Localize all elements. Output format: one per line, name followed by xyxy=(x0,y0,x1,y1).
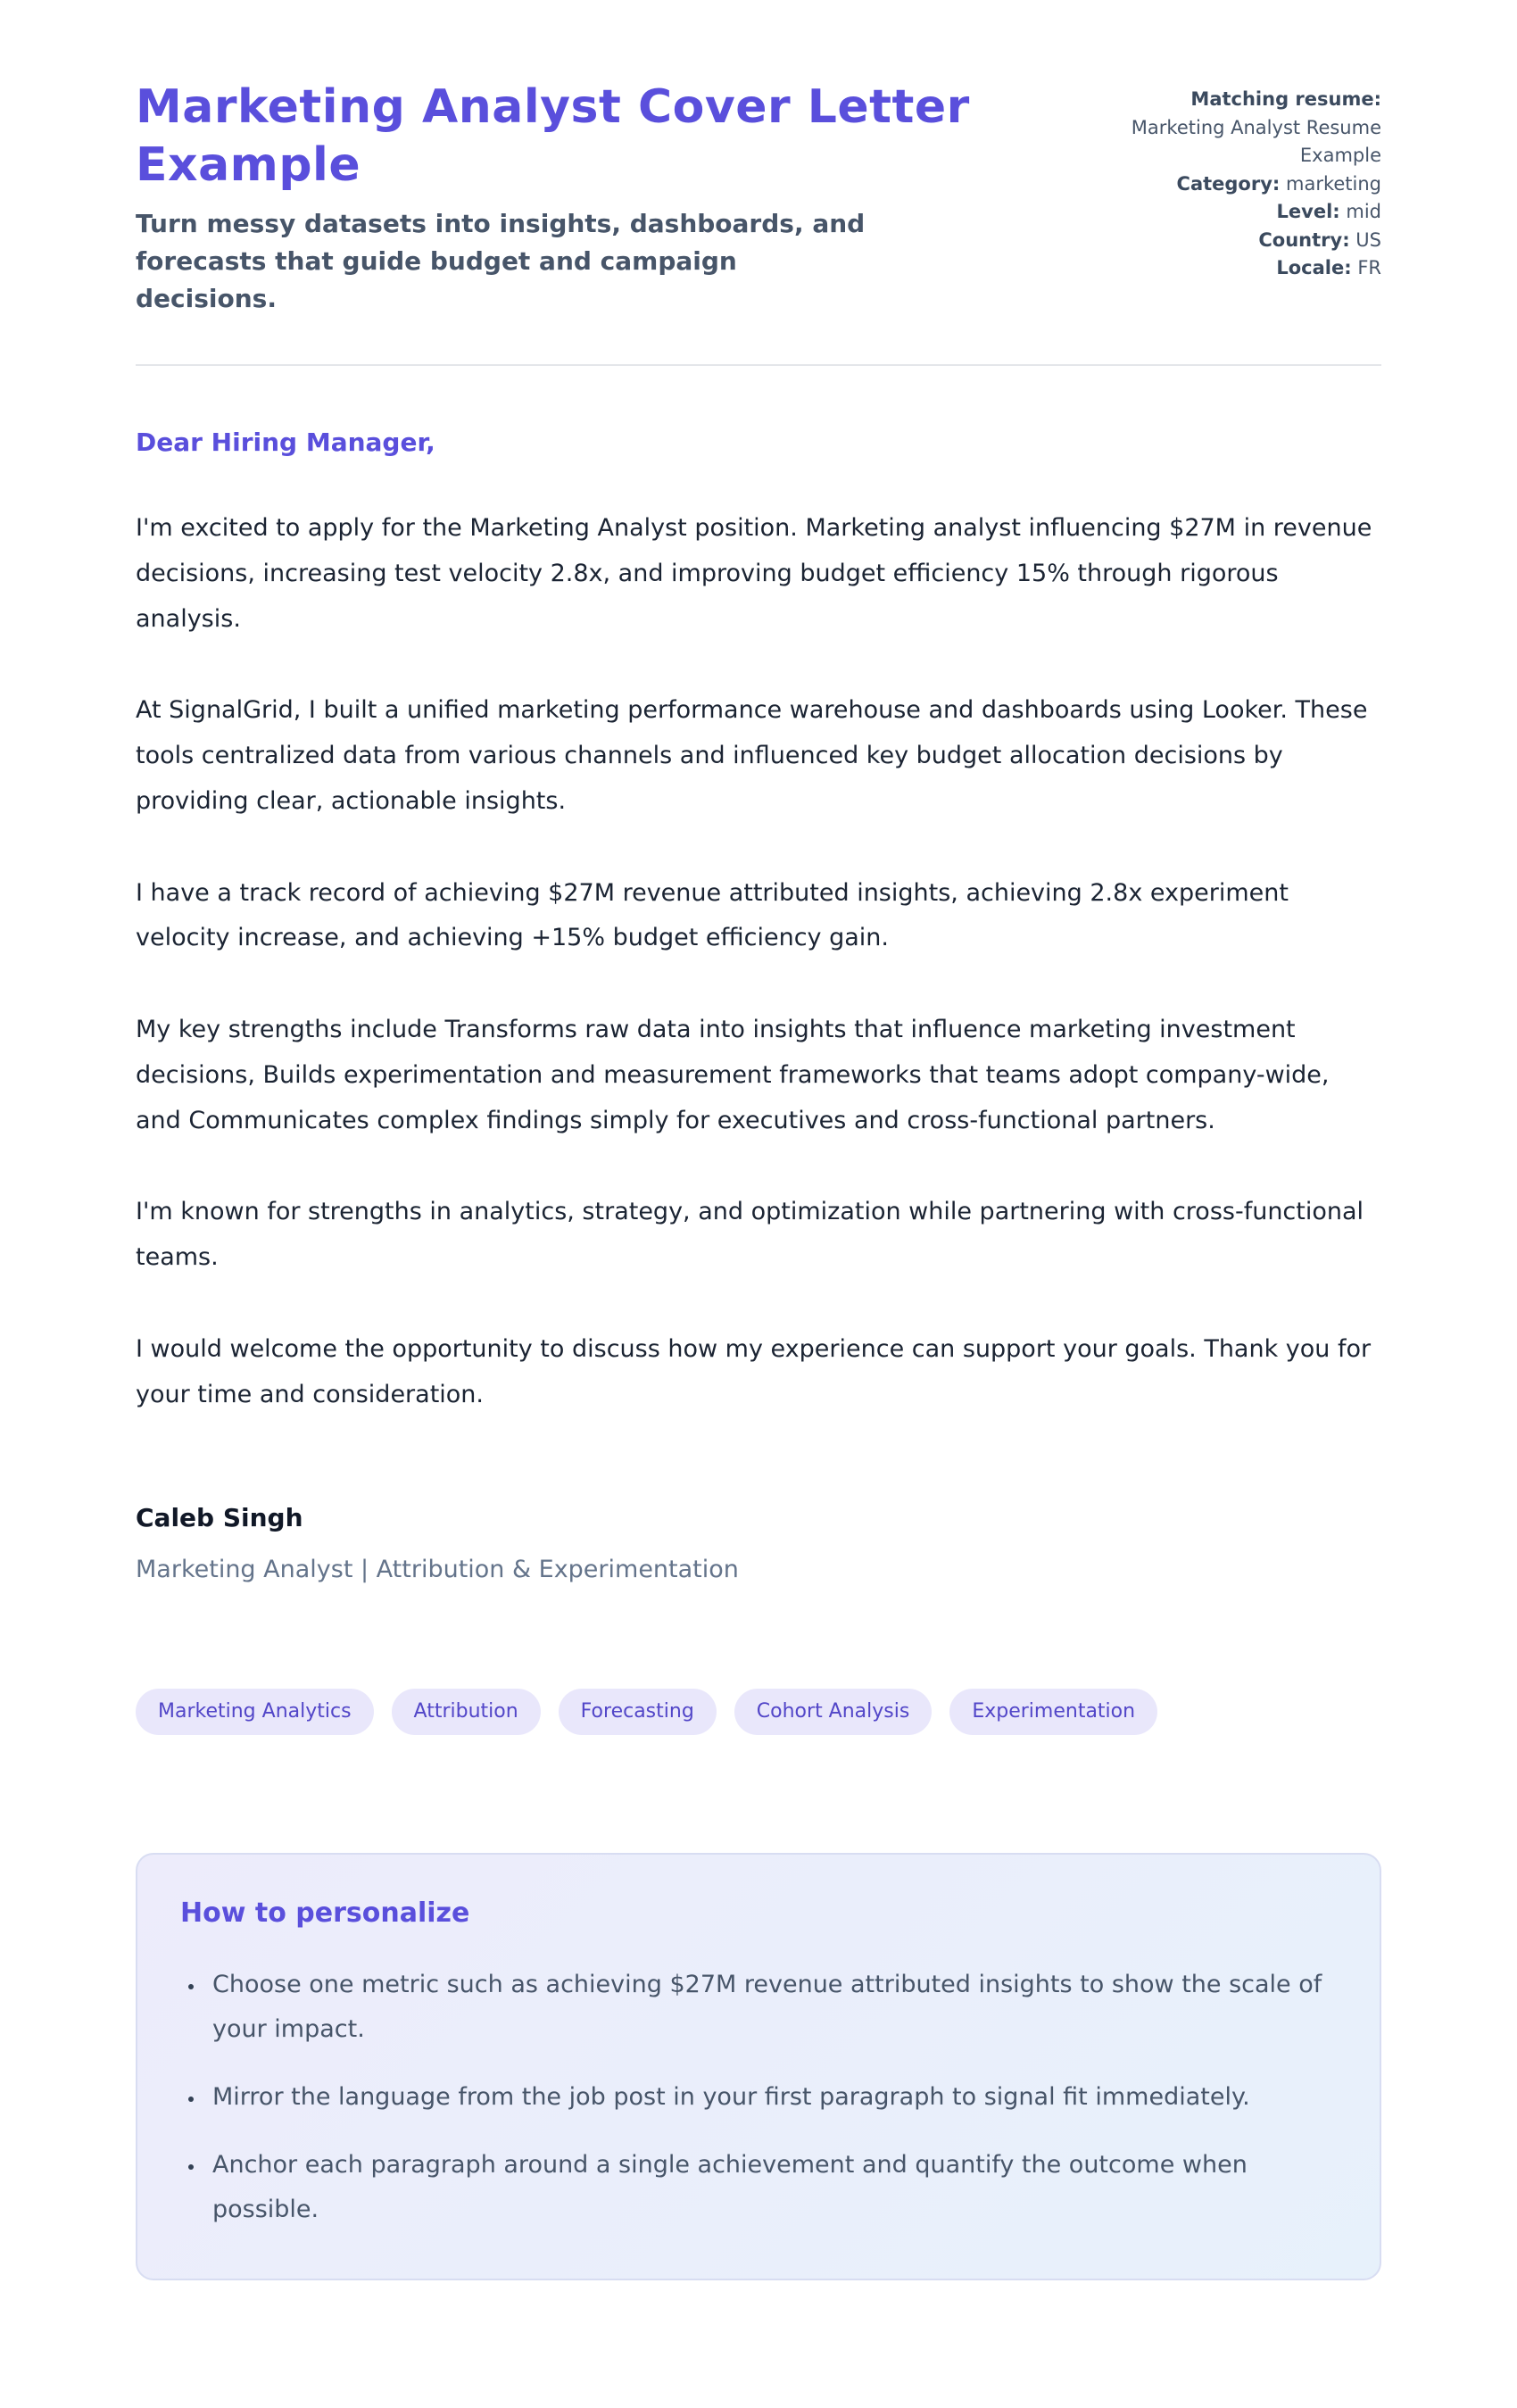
cover-letter-page xyxy=(136,0,1381,2343)
tag-pill: Attribution xyxy=(392,1689,541,1735)
header-divider xyxy=(136,364,1381,366)
resume-meta xyxy=(1078,79,1381,283)
meta-label: Locale: xyxy=(1276,257,1352,278)
letter-paragraph: I have a track record of achieving $27M revenue attributed insights, achieving 2.8x experiment velocity increase, and achieving +15% budget efficiency gain. xyxy=(136,878,1289,952)
tag-pill: Forecasting xyxy=(559,1689,717,1735)
tag-pill: Marketing Analytics xyxy=(136,1689,374,1735)
personalize-title: How to personalize xyxy=(180,1897,470,1930)
letter-paragraph: I'm known for strengths in analytics, strategy, and optimization while partnering with cross-functional teams. xyxy=(136,1198,1364,1272)
tag-list xyxy=(136,1689,1381,1735)
meta-value: FR xyxy=(1357,257,1381,278)
personalize-list xyxy=(180,1963,1337,2232)
personalize-bullet: • Choose one metric such as achieving $27M revenue attributed insights to show the scale of your impact. xyxy=(205,1963,1337,2052)
signature-role: Marketing Analyst | Attribution & Experimentation xyxy=(136,1556,739,1584)
letter-paragraphs xyxy=(136,506,1381,1417)
meta-label: Country: xyxy=(1258,228,1350,251)
personalize-bullet: • Anchor each paragraph around a single achievement and quantify the outcome when possible. xyxy=(205,2143,1337,2232)
signature-name: Caleb Singh xyxy=(136,1503,303,1533)
letter-body xyxy=(136,425,1381,1583)
meta-row xyxy=(1078,198,1381,227)
page-header xyxy=(136,79,1381,318)
meta-value: marketing xyxy=(1286,172,1381,195)
meta-matching-resume xyxy=(1078,86,1381,170)
meta-rows xyxy=(1078,170,1381,283)
letter-paragraph: At SignalGrid, I built a unified marketing performance warehouse and dashboards using Looker. These tools centralized data from various channels and influenced key budget allocation decisions by providing clear, actionable insights. xyxy=(136,696,1368,815)
meta-value: mid xyxy=(1346,201,1381,222)
meta-value: Marketing Analyst Resume Example xyxy=(1131,116,1381,166)
page-subtitle: Turn messy datasets into insights, dashboards, and forecasts that guide budget and campaign decisions. xyxy=(136,209,866,313)
personalize-bullet: • Mirror the language from the job post in your first paragraph to signal fit immediately. xyxy=(205,2075,1337,2120)
meta-row xyxy=(1078,254,1381,283)
meta-row xyxy=(1078,170,1381,199)
meta-label: Category: xyxy=(1176,172,1281,195)
meta-label: Level: xyxy=(1276,201,1340,222)
meta-row xyxy=(1078,227,1381,255)
tag-pill: Experimentation xyxy=(949,1689,1157,1735)
page-title: Marketing Analyst Cover Letter Example xyxy=(136,80,970,192)
letter-paragraph: I would welcome the opportunity to discuss how my experience can support your goals. Thank you for your time and consideration. xyxy=(136,1334,1372,1408)
personalize-callout xyxy=(136,1853,1381,2280)
header-title-block xyxy=(136,79,1051,318)
tag-pill: Cohort Analysis xyxy=(734,1689,933,1735)
letter-paragraph: My key strengths include Transforms raw data into insights that influence marketing investment decisions, Builds experimentation and measurement frameworks that teams adopt company-wide, and Communicates complex findings simply for executives and cross-functional partners. xyxy=(136,1016,1330,1134)
letter-paragraph: I'm excited to apply for the Marketing Analyst position. Marketing analyst influencing $27M in revenue decisions, increasing test velocity 2.8x, and improving budget efficiency 15% through rigorous analysis. xyxy=(136,514,1372,633)
meta-value: US xyxy=(1355,228,1381,251)
salutation: Dear Hiring Manager, xyxy=(136,428,435,457)
meta-label: Matching resume: xyxy=(1190,88,1381,110)
